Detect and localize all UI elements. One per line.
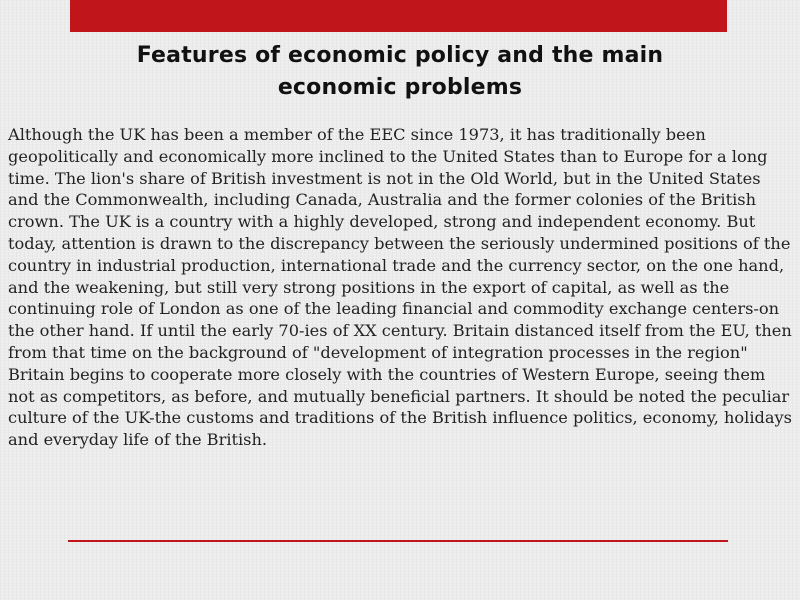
slide-body-text: Although the UK has been a member of the EEC since 1973, it has traditionally been geopolitically and economically more inclined to the United States than to Europe for a long time. The lion's share of British investment is not in the Old World, but in the United States and the Commonwealth, including Canada, Australia and the former colonies of the British crown. The UK is a country with a highly developed, strong and independent economy. But today, attention is drawn to the discrepancy between the seriously undermined positions of the country in industrial production, international trade and the currency sector, on the one hand, and the weakening, but still very strong positions in the export of capital, as well as the continuing role of London as one of the leading financial and commodity exchange centers-on the other hand. If until the early 70-ies of XX century. Britain distanced itself from the EU, then from that time on the background of "development of integration processes in the region" Britain begins to cooperate more closely with the countries of Western Europe, seeing them not as competitors, as before, and mutually beneficial partners. It should be noted the peculiar culture of the UK-the customs and traditions of the British influence politics, economy, holidays and everyday life of the British. xyxy=(8,125,792,450)
top-accent-bar xyxy=(70,0,727,32)
bottom-divider-line xyxy=(68,540,728,542)
slide-title xyxy=(100,40,700,104)
slide-title-line-2: economic problems xyxy=(277,75,523,100)
slide-title-line-1: Features of economic policy and the main xyxy=(136,43,664,68)
